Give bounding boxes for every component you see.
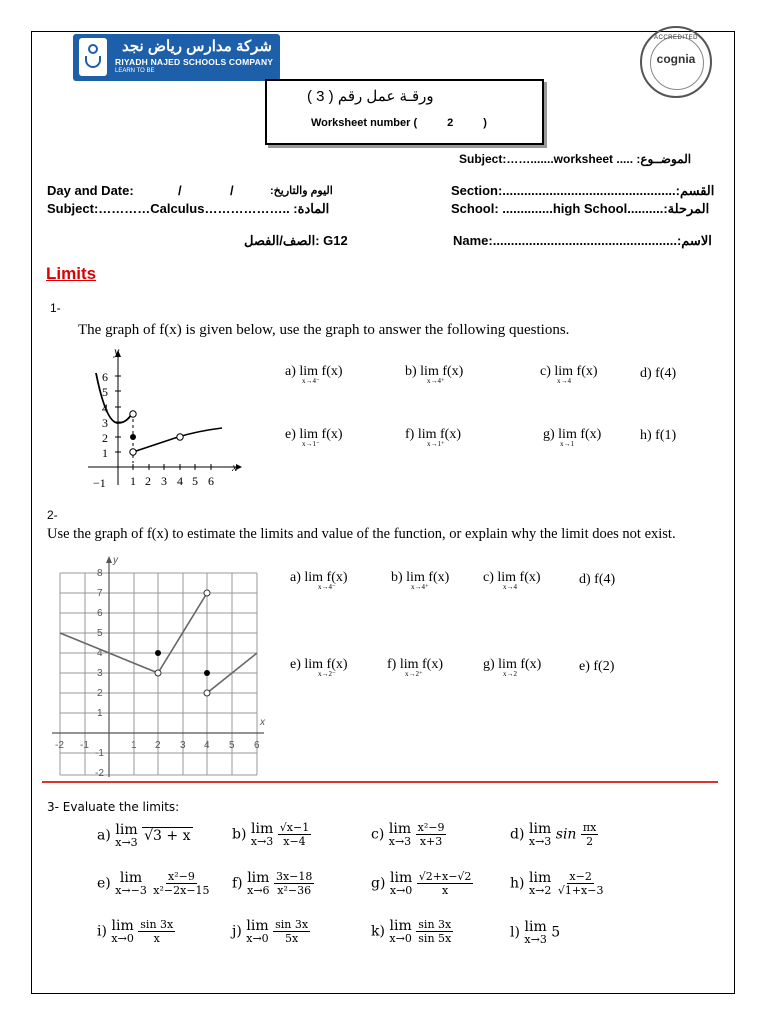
q1-part-d: d) f(4) — [640, 366, 677, 381]
svg-text:2: 2 — [145, 474, 151, 488]
svg-text:5: 5 — [192, 474, 198, 488]
q3-item-k: k) lim x→0 $\frac{\sin 3x}{\sin 5x}$ — [371, 918, 452, 945]
svg-text:1: 1 — [102, 446, 108, 460]
school-logo — [73, 34, 280, 81]
title-english: Worksheet number ( 2 ) — [311, 117, 487, 129]
worksheet-number: 2 — [447, 117, 454, 129]
q2-prompt: Use the graph of f(x) to estimate the limits and value of the function, or explain why the limit does not exist. — [47, 526, 676, 542]
subject-calculus: Subject:…………Calculus……………….. :المادة — [47, 201, 330, 216]
q3-item-b: b) lim x→3 $\frac{√x-1}{x-4}$ — [232, 821, 310, 848]
svg-text:6: 6 — [97, 608, 103, 619]
svg-text:1: 1 — [130, 474, 136, 488]
q1-part-e: e) lim f(x) x→1⁻ — [285, 427, 343, 448]
svg-text:2: 2 — [155, 740, 161, 751]
subject-line: Subject:…….......worksheet ..... :الموضــوع — [459, 152, 692, 166]
svg-text:3: 3 — [102, 416, 108, 430]
name-line: Name:...................................................:الاسم — [453, 233, 712, 248]
svg-text:5: 5 — [97, 628, 103, 639]
svg-text:6: 6 — [102, 370, 108, 384]
q2-part-b: b) lim f(x) x→4⁺ — [391, 570, 450, 591]
day-date-slash: / — [230, 183, 234, 198]
svg-text:4: 4 — [204, 740, 210, 751]
logo-tagline: LEARN TO BE — [115, 68, 155, 74]
svg-text:4: 4 — [97, 648, 103, 659]
svg-text:-2: -2 — [95, 768, 104, 778]
q3-item-h: h) lim x→2 $\frac{x-2}{√1+x-3}$ — [510, 870, 604, 897]
svg-text:−1: −1 — [93, 476, 106, 490]
q3-title: 3- Evaluate the limits: — [47, 800, 180, 814]
section-line: Section:................................................:القسم — [451, 183, 715, 198]
q1-open-point — [130, 449, 136, 455]
q2-open-point — [204, 590, 210, 596]
svg-text:7: 7 — [97, 588, 103, 599]
title-arabic: ورقـة عمل رقم ( 3 ) — [307, 88, 434, 105]
q1-prompt: The graph of f(x) is given below, use the graph to answer the following questions. — [78, 322, 570, 338]
worksheet-title-box — [265, 79, 544, 145]
svg-text:-1: -1 — [80, 740, 89, 751]
grade-line: الصف/الفصل: G12 — [244, 233, 348, 248]
q1-part-c: c) lim f(x) x→4 — [540, 364, 598, 385]
svg-text:-1: -1 — [95, 748, 104, 759]
svg-text:1: 1 — [97, 708, 103, 719]
q1-graph-ylabel: y — [114, 345, 120, 358]
q2-filled-point — [204, 670, 210, 676]
q1-filled-point — [130, 434, 136, 440]
q1-part-a: a) lim f(x) x→4⁻ — [285, 364, 343, 385]
q3-item-g: g) lim x→0 $\frac{√2+x-√2}{x}$ — [371, 870, 472, 897]
q3-item-j: j) lim x→0 $\frac{\sin 3x}{5x}$ — [232, 918, 309, 945]
day-date-slash: / — [178, 183, 182, 198]
section-divider — [42, 781, 718, 783]
svg-text:4: 4 — [102, 401, 108, 415]
q1-part-h: h) f(1) — [640, 428, 677, 443]
day-date-label: Day and Date: — [47, 183, 134, 198]
q2-part-e2: e) f(2) — [579, 659, 615, 674]
q1-open-point — [177, 434, 183, 440]
q1-graph-yticks — [102, 370, 108, 460]
q2-part-f: f) lim f(x) x→2⁺ — [387, 657, 443, 678]
q2-open-point — [155, 670, 161, 676]
seal-brand: cognia — [656, 52, 696, 66]
svg-text:3: 3 — [180, 740, 186, 751]
q1-graph — [88, 345, 248, 495]
q3-item-c: c) lim x→3 $\frac{\text{x²−9}}{x+3}$ — [371, 821, 445, 848]
q1-number: 1- — [50, 301, 61, 315]
school-line: School: ..............high School..........:المرحلة — [451, 201, 710, 216]
svg-text:6: 6 — [254, 740, 260, 751]
q3-item-e: e) lim x→−3 $\frac{\text{x²−9}}{\text{x²−2x−15}}$ — [97, 870, 210, 897]
svg-text:5: 5 — [102, 385, 108, 399]
q3-item-f: f) lim x→6 $\frac{3x-18}{\text{x²−36}}$ — [232, 870, 313, 897]
svg-text:1: 1 — [131, 740, 137, 751]
q1-graph-xlabel: x — [232, 460, 238, 474]
q2-part-e: e) lim f(x) x→2⁻ — [290, 657, 348, 678]
svg-text:2: 2 — [102, 431, 108, 445]
q3-item-i: i) lim x→0 $\frac{\sin 3x}{x}$ — [97, 918, 174, 945]
q2-part-a: a) lim f(x) x→4⁻ — [290, 570, 348, 591]
q1-graph-xticks — [93, 474, 214, 490]
q1-part-f: f) lim f(x) x→1⁺ — [405, 427, 461, 448]
q2-graph-xticks — [55, 740, 260, 751]
svg-text:3: 3 — [97, 668, 103, 679]
q2-filled-point — [155, 650, 161, 656]
q2-part-d: d) f(4) — [579, 572, 616, 587]
q1-part-g: g) lim f(x) x→1 — [543, 427, 602, 448]
svg-text:3: 3 — [161, 474, 167, 488]
q3-item-d: d) lim x→3 sin $\frac{\pi x}{2}$ — [510, 821, 597, 848]
q2-open-point — [204, 690, 210, 696]
q2-part-g: g) lim f(x) x→2 — [483, 657, 542, 678]
logo-arabic-name: شركة مدارس رياض نجد — [121, 38, 272, 55]
q1-part-b: b) lim f(x) x→4⁺ — [405, 364, 464, 385]
svg-text:5: 5 — [229, 740, 235, 751]
svg-text:8: 8 — [97, 568, 103, 579]
svg-text:-2: -2 — [55, 740, 64, 751]
q2-number: 2- — [47, 508, 58, 522]
seal-accredited-text: ACCREDITED — [653, 35, 698, 41]
q3-item-a: a) lim x→3 √3 + x — [97, 822, 191, 849]
q1-open-point — [130, 411, 136, 417]
q3-item-l: l) lim x→3 5 — [510, 919, 561, 946]
logo-english-name: RIYADH NAJED SCHOOLS COMPANY — [115, 57, 274, 67]
day-date-arabic: :اليوم والتاريخ — [270, 185, 333, 197]
q2-graph-ylabel: y — [113, 555, 118, 566]
svg-text:4: 4 — [177, 474, 183, 488]
logo-emblem-icon — [79, 38, 107, 76]
section-title: Limits — [46, 264, 97, 283]
svg-text:6: 6 — [208, 474, 214, 488]
accreditation-seal — [640, 26, 712, 98]
q2-graph-xlabel: x — [260, 717, 265, 728]
q2-part-c: c) lim f(x) x→4 — [483, 570, 541, 591]
svg-text:2: 2 — [97, 688, 103, 699]
page-border — [31, 31, 735, 994]
q2-graph — [52, 553, 274, 778]
